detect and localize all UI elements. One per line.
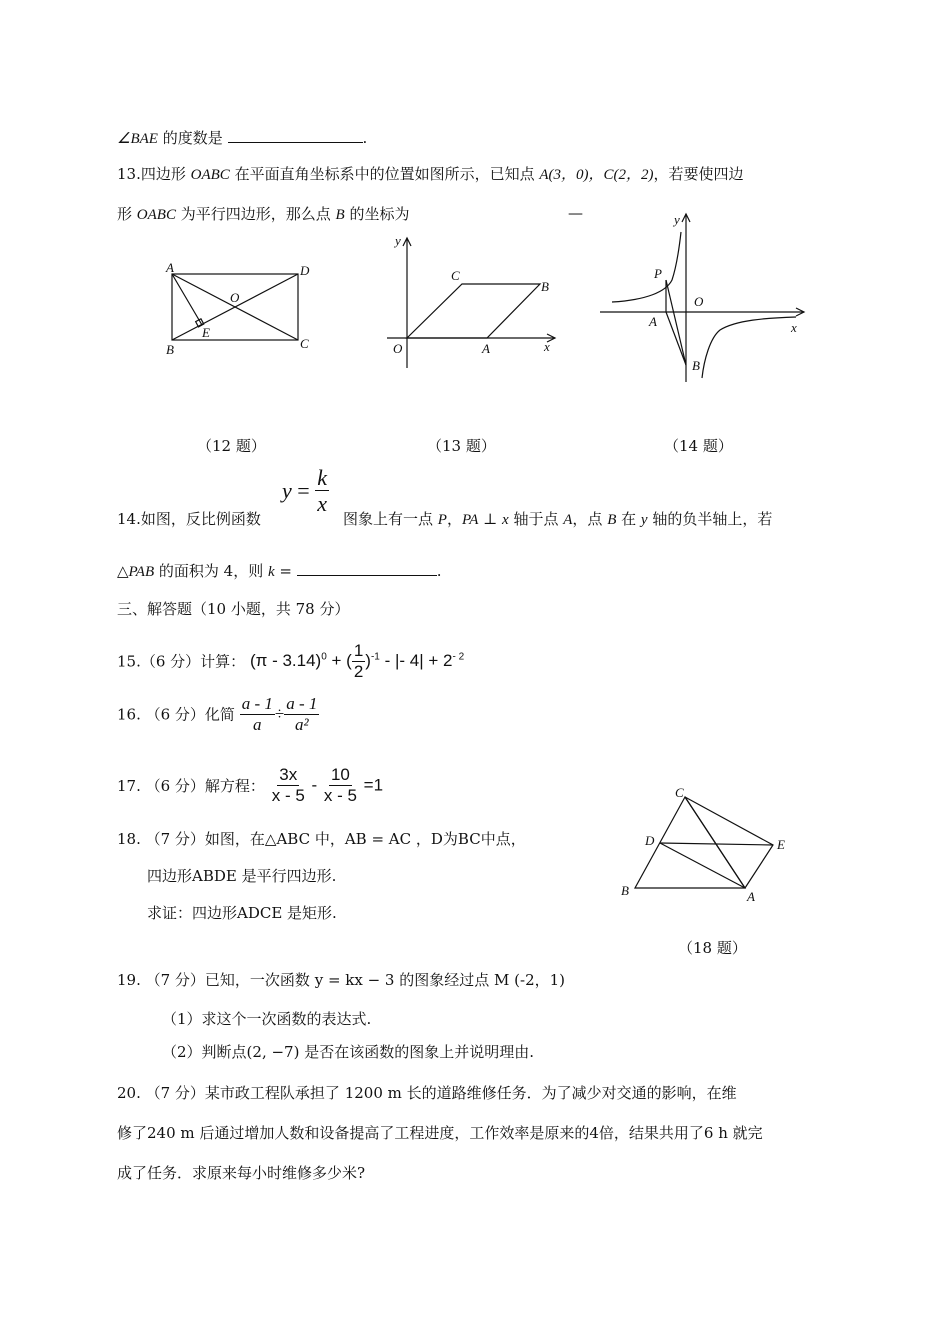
q15-one: 1 [353,641,364,660]
caption-18: （18 题） [678,939,747,957]
q15-expm2: - 2 [452,650,465,662]
figure-14 [596,210,811,385]
q17-label: 17. （6 分）解方程： [117,777,265,796]
q13-quad-2: OABC [136,207,176,223]
q16 [117,694,319,734]
q17-frac1 [270,765,307,805]
q16-n1: a - 1 [241,694,273,713]
q14-text-f: 在 [616,510,641,528]
q14-a: A [563,512,573,528]
fig13-label-b: B [541,279,549,294]
q14-pab: PAB [128,564,155,580]
fig18-label-a: A [747,889,755,904]
q14-line1-b [343,508,772,529]
q13-text-c: ，若要使四边 [653,165,744,183]
fig12-label-e: E [202,325,210,340]
q13-line2 [117,203,409,224]
q14-function [282,465,329,517]
answer-blank-12[interactable] [228,127,363,143]
q15-exp0: 0 [321,650,327,662]
fig12-label-a: A [166,260,174,275]
figure-18 [615,783,795,908]
q19-line1: 19. （7 分）已知，一次函数 y = kx − 3 的图象经过点 M (-2，1) [117,971,566,989]
q15-label: 15.（6 分）计算： [117,652,246,671]
section-3-heading: 三、解答题（10 小题，共 78 分） [117,600,350,618]
figure-13 [385,232,560,372]
q20-line3: 成了任务．求原来每小时维修多少米? [117,1164,366,1182]
q17-n2: 10 [330,765,350,784]
q17-d1: x - 5 [271,785,305,805]
q17-minus: - [306,775,322,795]
q15-expression: (π - 3.14)$^0$ + ( $\frac{1}{2}$ )$^{-1}$ - |- $4| + 2^{- 2}$ [249,641,465,681]
q14-eq2: = [274,562,297,580]
q14-text-e: ，点 [572,510,608,528]
q15-plus: + ( [326,650,352,670]
q14-text-a: 14.如图，反比例函数 [117,510,261,528]
q16-label: 16. （6 分）化简 [117,705,235,724]
q15-half [352,641,365,681]
q14-p: P [437,512,447,528]
fig14-label-a: A [649,314,657,329]
fig14-label-x: x [791,320,797,335]
q16-frac2 [284,694,319,734]
caption-12: （12 题） [197,437,266,455]
q20-line2: 修了240 m 后通过增加人数和设备提高了工程进度，工作效率是原来的4倍，结果共用了6 h 就完 [117,1124,763,1142]
fig18-label-b: B [621,883,629,898]
q14-x: x [317,491,327,517]
figure-12 [158,260,318,360]
q14-line1 [117,508,261,529]
q13-quad: OABC [190,167,230,183]
q14-comma: ， [446,510,462,528]
q18-line3: 求证：四边形ADCE 是矩形. [147,904,337,922]
q13-text-b: 在平面直角坐标系中的位置如图所示，已知点 [229,165,540,183]
q14-perp: ⊥ [478,510,503,528]
fig18-label-d: D [645,833,655,848]
fig14-label-o: O [694,294,704,309]
q15-expm1: -1 [370,650,380,662]
q16-d2: a² [295,714,309,734]
q14-eq: = [291,477,316,503]
q13-point-b: B [335,207,345,223]
q14-pa: PA [461,512,479,528]
fig13-label-x: x [544,339,550,354]
q18-line1: 18. （7 分）如图，在△ABC 中，AB = AC ，D为BC中点， [117,830,526,848]
fig12-label-d: D [300,263,310,278]
q17-frac2 [322,765,359,805]
q17 [117,765,383,805]
caption-14: （14 题） [664,437,733,455]
fig18-label-c: C [675,785,684,800]
q14-text-h: 的面积为 4，则 [154,562,268,580]
q17-eq: =1 [358,775,384,795]
fig13-label-c: C [451,268,460,283]
q19-sub2: （2）判断点(2, −7) 是否在该函数的图象上并说明理由. [162,1043,534,1061]
q14-yaxis: y [640,512,648,528]
q17-n1: 3x [279,765,298,784]
caption-13: （13 题） [427,437,496,455]
q15 [117,641,464,681]
fig12-label-c: C [300,336,309,351]
q14-text-b: 图象上有一点 [343,510,438,528]
q16-d1: a [253,714,262,734]
q12-tail-text: 的度数是 [157,129,223,147]
q16-frac1 [240,694,275,734]
answer-blank-13[interactable]: — [568,204,583,222]
q14-triangle: △ [117,562,129,580]
q16-expression [240,694,320,734]
q19-sub1: （1）求这个一次函数的表达式. [162,1010,372,1028]
q14-y: y [282,477,292,503]
q14-text-g: 轴的负半轴上，若 [647,510,773,528]
fig12-label-o: O [230,290,240,305]
fig13-label-a: A [482,341,490,356]
q13-points: A(3，0)，C(2，2) [539,167,654,183]
angle-bae: ∠BAE [117,131,158,147]
answer-blank-14[interactable] [297,560,437,576]
q13-line1 [117,163,744,184]
q18-line2: 四边形ABDE 是平行四边形. [147,867,337,885]
q14-xaxis: x [502,512,509,528]
q14-b: B [607,512,617,528]
fig18-label-e: E [777,837,785,852]
q14-line2 [117,560,442,581]
q14-k2: k [267,564,275,580]
q14-k: k [317,465,327,490]
fig12-label-b: B [166,342,174,357]
q16-div: ÷ [274,704,285,724]
q13-text-a: 13.四边形 [117,165,191,183]
q20-line1: 20. （7 分）某市政工程队承担了 1200 m 长的道路维修任务．为了减少对交通的影响，在维 [117,1084,737,1102]
q14-text-d: 轴于点 [508,510,564,528]
q15-two: 2 [353,661,364,681]
q13-text-d: 形 [117,205,137,223]
q16-n2: a - 1 [286,694,318,713]
q15-part-a: (π - 3.14) [249,650,322,670]
q15-rest: - |- 4| + 2 [379,650,453,670]
q14-fraction [315,465,329,517]
fig13-label-y: y [395,233,401,248]
q13-text-f: 的坐标为 [344,205,410,223]
q13-text-e: 为平行四边形，那么点 [175,205,336,223]
q14-end: . [436,562,442,580]
q12-tail [117,127,367,148]
fig14-label-y: y [674,212,680,227]
fig13-label-o: O [393,341,403,356]
q12-end: . [362,129,368,147]
fig14-label-p: P [654,266,662,281]
q17-expression [270,765,384,805]
fig14-label-b: B [692,358,700,373]
q17-d2: x - 5 [323,785,357,805]
